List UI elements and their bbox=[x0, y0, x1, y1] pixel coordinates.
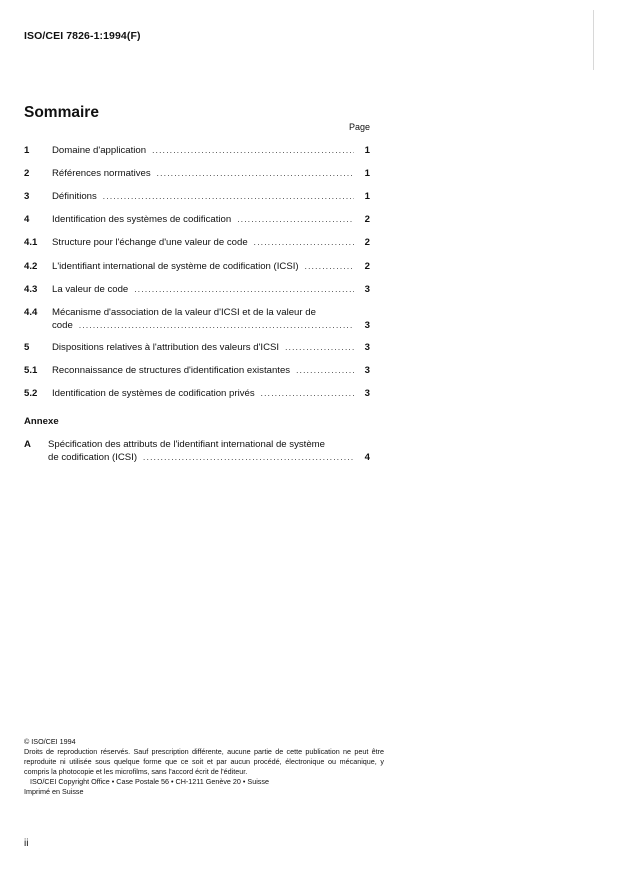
toc-entry bbox=[24, 144, 370, 157]
annex-heading: Annexe bbox=[24, 416, 59, 427]
toc-entry-title: de codification (ICSI) bbox=[48, 452, 138, 463]
toc-entry-title: Structure pour l'échange d'une valeur de code bbox=[52, 237, 248, 248]
toc-entry bbox=[24, 260, 370, 273]
toc-entry-number: 4.1 bbox=[24, 237, 38, 248]
printed-in: Imprimé en Suisse bbox=[24, 787, 84, 796]
toc-entry-title: Identification des systèmes de codification bbox=[52, 214, 232, 225]
dot-leader bbox=[79, 319, 354, 332]
toc-entry-line bbox=[52, 283, 370, 296]
toc-entry-page: 3 bbox=[364, 365, 370, 376]
page-number: ii bbox=[24, 838, 29, 849]
toc-entry-title: Dispositions relatives à l'attribution des valeurs d'ICSI bbox=[52, 342, 280, 353]
toc-entry-body bbox=[52, 213, 370, 226]
toc-entry-page: 3 bbox=[364, 320, 370, 331]
toc-entry-body bbox=[52, 190, 370, 203]
toc-entry-body bbox=[48, 438, 370, 464]
toc-entry-body bbox=[52, 260, 370, 273]
copyright-line: © ISO/CEI 1994 bbox=[24, 737, 76, 746]
dot-leader bbox=[254, 236, 354, 249]
toc-entry-line bbox=[52, 236, 370, 249]
toc-entry-title: Mécanisme d'association de la valeur d'ICSI et de la valeur de bbox=[52, 307, 316, 318]
toc-entry bbox=[24, 190, 370, 203]
toc-entry-line bbox=[52, 167, 370, 180]
dot-leader bbox=[305, 260, 354, 273]
toc-entry-title: Domaine d'application bbox=[52, 145, 147, 156]
toc-entry-number: 4 bbox=[24, 214, 30, 225]
toc-entry-title: Reconnaissance de structures d'identification existantes bbox=[52, 365, 291, 376]
toc-entry bbox=[24, 387, 370, 400]
toc-entry-page: 2 bbox=[364, 261, 370, 272]
toc-entry-page: 1 bbox=[364, 191, 370, 202]
toc-entry bbox=[24, 167, 370, 180]
toc-entry-body bbox=[52, 283, 370, 296]
toc-entry-number: 3 bbox=[24, 191, 30, 202]
dot-leader bbox=[157, 167, 354, 180]
document-id: ISO/CEI 7826-1:1994(F) bbox=[24, 30, 141, 42]
toc-entry-number: 1 bbox=[24, 145, 30, 156]
toc-entry-title: L'identifiant international de système de codification (ICSI) bbox=[52, 261, 299, 272]
copyright-footer bbox=[24, 737, 384, 797]
toc-entry-title: Spécification des attributs de l'identifiant international de système bbox=[48, 439, 326, 450]
toc-entry-title: code bbox=[52, 320, 73, 331]
toc-entry-number: 4.3 bbox=[24, 284, 38, 295]
dot-leader bbox=[237, 213, 354, 226]
toc-entry-line bbox=[52, 213, 370, 226]
toc-entry-number: A bbox=[24, 439, 31, 450]
toc-entry-title: Définitions bbox=[52, 191, 97, 202]
toc-entry-title: La valeur de code bbox=[52, 284, 129, 295]
dot-leader bbox=[285, 341, 354, 354]
page-title: Sommaire bbox=[24, 104, 99, 121]
toc-entry-page: 1 bbox=[364, 168, 370, 179]
toc-entry-page: 4 bbox=[364, 452, 370, 463]
toc-entry-line bbox=[52, 364, 370, 377]
toc-entry-number: 4.2 bbox=[24, 261, 38, 272]
toc-entry-body bbox=[52, 167, 370, 180]
copyright-office-address: ISO/CEI Copyright Office • Case Postale 56 • CH-1211 Genève 20 • Suisse bbox=[30, 777, 269, 786]
toc-entry bbox=[24, 438, 370, 464]
toc-entry bbox=[24, 283, 370, 296]
toc-entry-title: Identification de systèmes de codification privés bbox=[52, 388, 255, 399]
toc-entry bbox=[24, 364, 370, 377]
rights-notice: Droits de reproduction réservés. Sauf prescription différente, aucune partie de cette publication ne peut être reproduite ni utilisée sous quelque forme que ce soit et par aucun procédé, électronique ou mécanique, y compris la photocopie et les microfilms, sans l'accord écrit de l'éditeur. bbox=[24, 747, 384, 776]
toc-entry-number: 5 bbox=[24, 342, 30, 353]
toc-entry bbox=[24, 213, 370, 226]
toc-entry-number: 5.2 bbox=[24, 388, 38, 399]
toc-entry-page: 3 bbox=[364, 284, 370, 295]
toc-entry-number: 2 bbox=[24, 168, 30, 179]
toc-entry-body bbox=[52, 387, 370, 400]
toc-entry-body bbox=[52, 341, 370, 354]
toc-entry-page: 3 bbox=[364, 342, 370, 353]
scan-edge-mark bbox=[593, 10, 594, 70]
page-column-label: Page bbox=[348, 122, 370, 132]
toc-entry-title: Références normatives bbox=[52, 168, 151, 179]
toc-entry-number: 5.1 bbox=[24, 365, 38, 376]
toc-entry-line bbox=[52, 190, 370, 203]
dot-leader bbox=[143, 451, 354, 464]
toc-entry-page: 2 bbox=[364, 214, 370, 225]
toc-entry-page: 3 bbox=[364, 388, 370, 399]
toc-entry-page: 2 bbox=[364, 237, 370, 248]
toc-entry-line bbox=[52, 341, 370, 354]
dot-leader bbox=[103, 190, 354, 203]
toc-entry-line bbox=[52, 306, 370, 319]
toc-entry-body bbox=[52, 306, 370, 332]
dot-leader bbox=[152, 144, 354, 157]
toc-entry bbox=[24, 306, 370, 332]
toc-entry-line bbox=[52, 144, 370, 157]
toc-entry-page: 1 bbox=[364, 145, 370, 156]
dot-leader bbox=[296, 364, 354, 377]
toc-entry bbox=[24, 341, 370, 354]
dot-leader bbox=[261, 387, 354, 400]
toc-entry-line bbox=[48, 438, 370, 451]
toc-entry-line bbox=[52, 387, 370, 400]
toc-entry-body bbox=[52, 236, 370, 249]
toc-entry bbox=[24, 236, 370, 249]
toc-entry-line bbox=[52, 260, 370, 273]
toc-entry-line bbox=[48, 451, 370, 464]
toc-entry-body bbox=[52, 364, 370, 377]
dot-leader bbox=[134, 283, 354, 296]
toc-entry-line bbox=[52, 319, 370, 332]
toc-entry-body bbox=[52, 144, 370, 157]
toc-entry-number: 4.4 bbox=[24, 307, 38, 318]
